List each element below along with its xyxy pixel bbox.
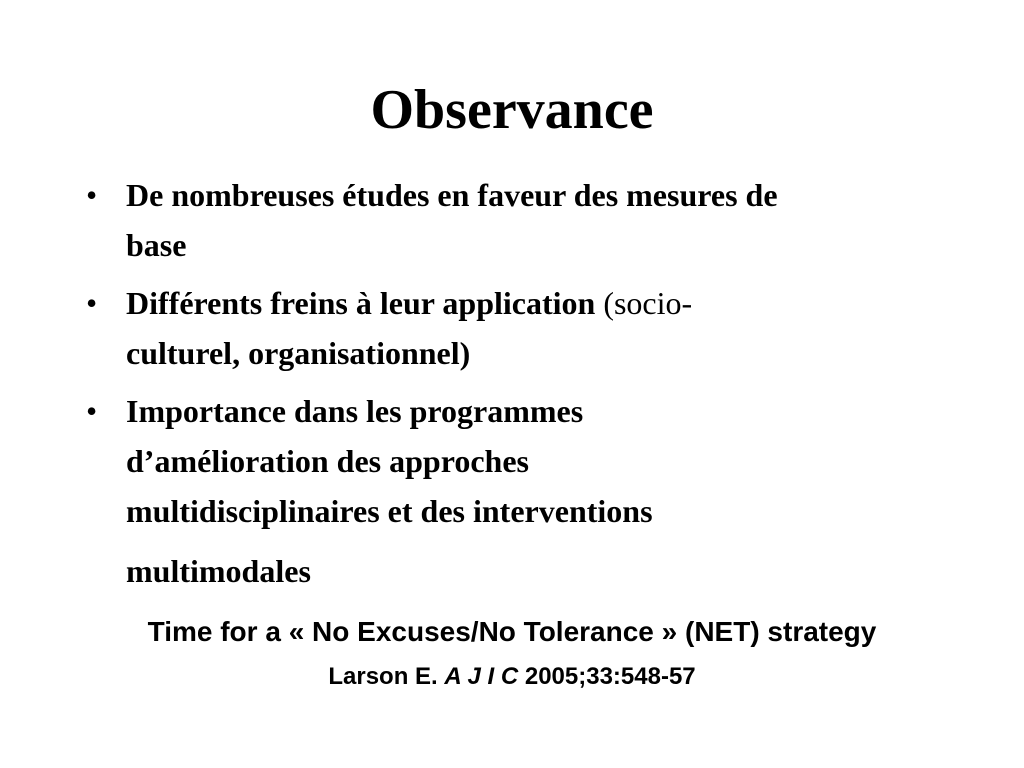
bullet-line: multimodales [126,553,311,589]
bullet-text [126,393,966,596]
bullet-icon: • [86,285,98,321]
bullet-text [126,177,778,263]
citation [0,660,1024,694]
reference-title: Time for a « No Excuses/No Tolerance » (NET) strategy [147,616,877,647]
bullet-icon: • [86,177,98,213]
bullet-line: Importance dans les programmes [126,393,584,429]
bullet-list [86,170,966,604]
bullet-bold-segment: Différents freins à leur application [126,285,596,321]
bullet-line: culturel, organisationnel) [126,335,471,371]
slide-title: Observance [370,79,654,141]
citation-author: Larson E. [328,663,445,690]
citation-journal: A J I C [444,663,519,690]
bullet-line: De nombreuses études en faveur des mesures de [126,177,778,213]
bullet-normal-segment: (socio- [595,285,693,321]
bullet-line: multidisciplinaires et des interventions [126,493,653,529]
bullet-icon: • [86,393,98,429]
bullet-item-1 [86,170,966,270]
bullet-item-3 [86,386,966,596]
bullet-line: base [126,227,187,263]
bullet-item-2 [86,278,966,378]
citation-details: 2005;33:548-57 [518,663,696,690]
bullet-text [126,285,692,371]
bullet-line: d’amélioration des approches [126,443,529,479]
